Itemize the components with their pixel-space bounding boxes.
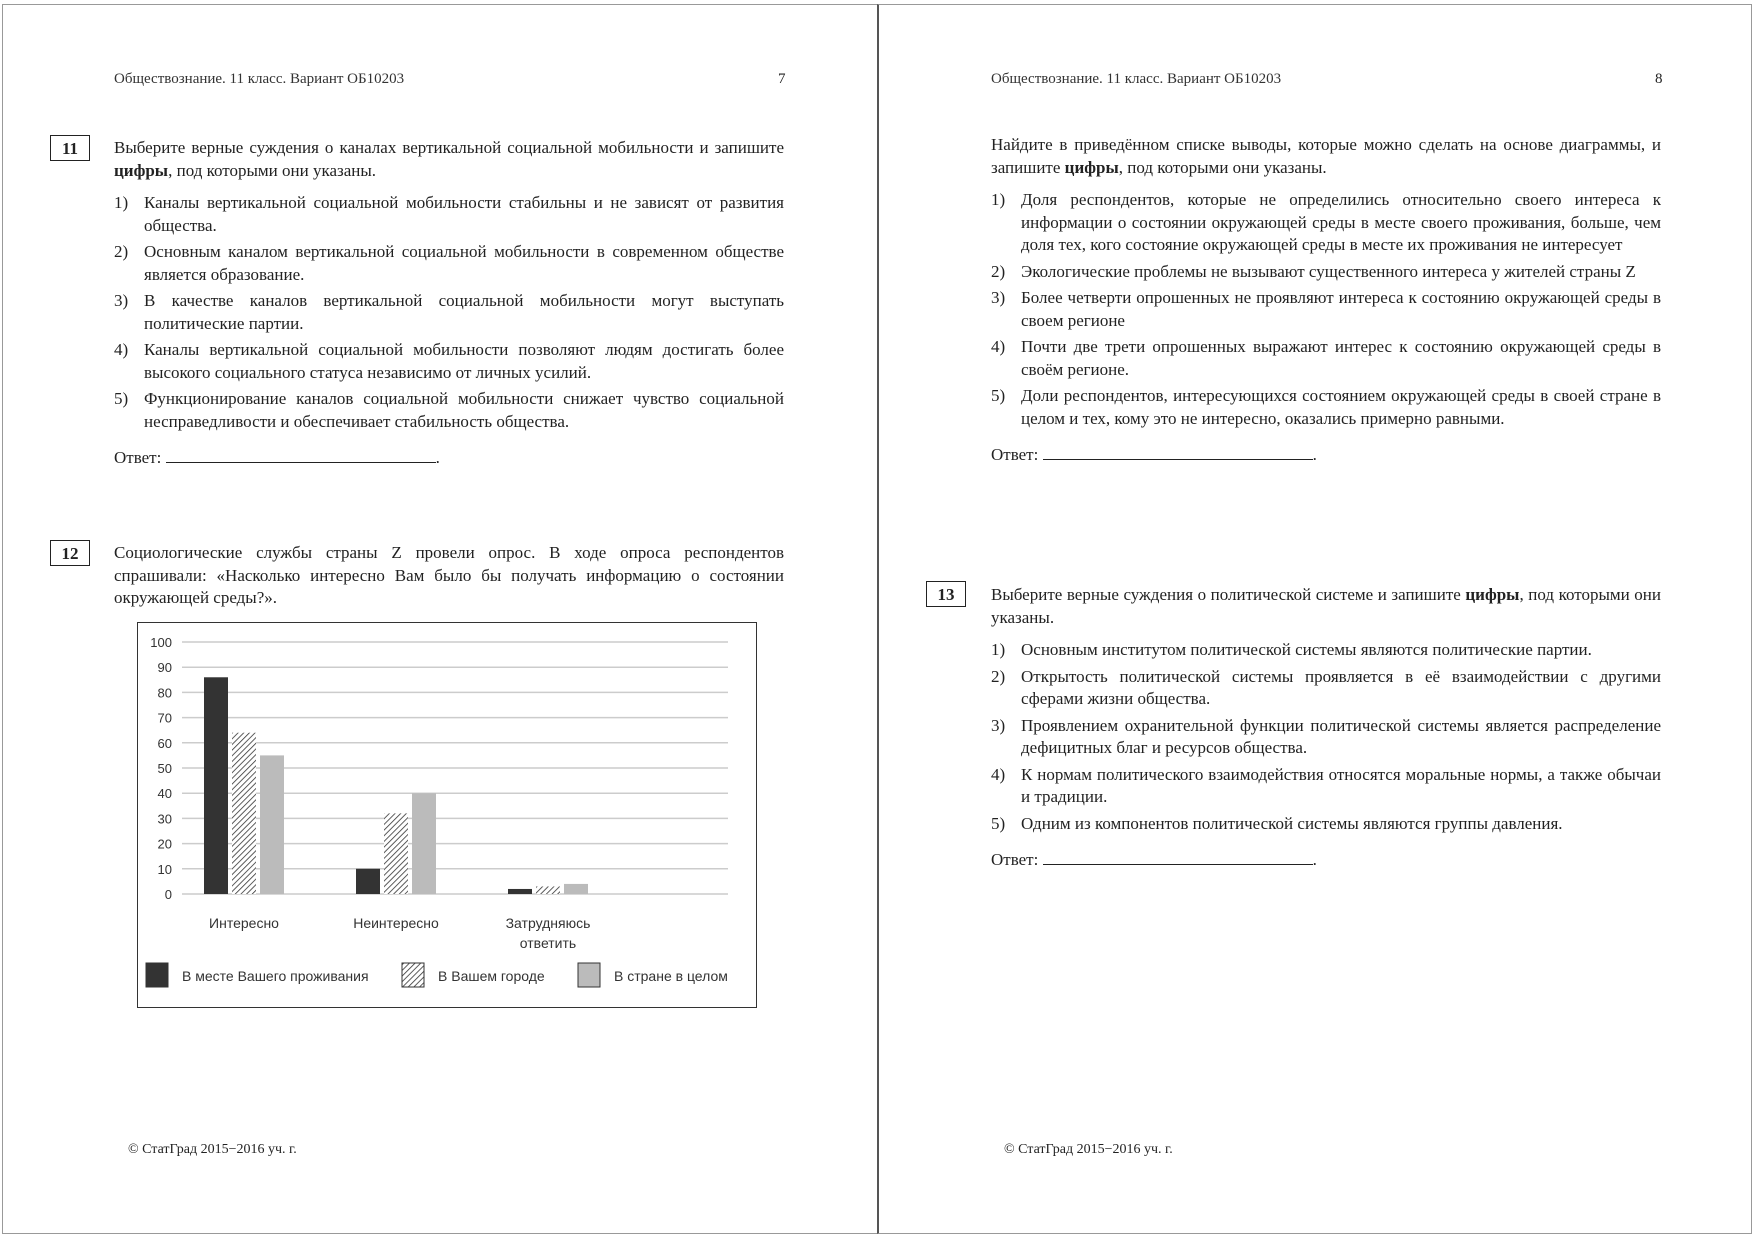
item-text: Основным каналом вертикальной социальной мобильности в современном обществе является образование. <box>144 242 784 284</box>
list-item <box>114 192 784 237</box>
prompt: Выберите верные суждения о политической системе и запишите <box>991 585 1466 604</box>
chart-svg <box>138 623 756 1007</box>
y-tick-label: 80 <box>157 685 172 701</box>
item-number: 5) <box>991 386 1006 405</box>
answer-line[interactable] <box>1043 445 1313 460</box>
list-item <box>991 715 1661 760</box>
item-text: Доля респондентов, которые не определились относительно своего интереса к информации о состоянии окружающей среды в месте своего проживания, больше, чем доля тех, кого состояние окружающей среды в месте их проживания не интересует <box>1021 190 1661 254</box>
prompt: Социологические службы страны Z провели опрос. В ходе опроса респондентов спрашивали: «Насколько интересно Вам было бы получать информацию о состоянии окружающей среды?». <box>114 543 784 607</box>
prompt-bold: цифры <box>1064 157 1119 177</box>
x-tick-label: Затрудняюсь <box>505 915 591 931</box>
item-number: 4) <box>991 337 1006 356</box>
question-12 <box>114 542 784 620</box>
prompt: , под которыми они указаны. <box>1118 157 1327 177</box>
prompt-bold: цифры <box>1465 585 1520 604</box>
list-item <box>991 336 1661 381</box>
prompt: Выберите верные суждения о каналах вертикальной социальной мобильности и запишите <box>114 138 784 157</box>
list-item <box>991 261 1661 284</box>
legend-swatch <box>402 963 424 987</box>
legend-label: В стране в целом <box>614 968 728 984</box>
list-item <box>114 241 784 286</box>
question-12-continued <box>991 134 1661 467</box>
list-item <box>114 388 784 433</box>
bar <box>536 886 560 894</box>
list-item <box>991 666 1661 711</box>
item-number: 4) <box>114 340 129 359</box>
bar <box>356 869 380 894</box>
item-text: Доли респондентов, интересующихся состоянием окружающей среды в своей стране в целом и тех, кому это не интересно, оказались примерно равными. <box>1021 386 1661 428</box>
item-number: 4) <box>991 764 1006 784</box>
options-list <box>114 192 784 433</box>
item-number: 3) <box>991 288 1006 307</box>
item-text: К нормам политического взаимодействия относятся моральные нормы, а также обычаи и традиции. <box>1021 764 1661 806</box>
page-7 <box>2 4 878 1234</box>
list-item <box>991 813 1661 836</box>
list-item <box>991 385 1661 430</box>
item-text: Экологические проблемы не вызывают существенного интереса у жителей страны Z <box>1021 261 1636 281</box>
answer-field[interactable]: Ответ: . <box>991 445 1317 464</box>
list-item <box>114 290 784 335</box>
bar <box>384 813 408 894</box>
legend-label: В месте Вашего проживания <box>182 968 369 984</box>
item-text: Основным институтом политической системы являются политические партии. <box>1021 640 1592 659</box>
question-11 <box>114 137 784 470</box>
item-text: В качестве каналов вертикальной социальной мобильности могут выступать политические партии. <box>144 291 784 333</box>
item-text: Почти две трети опрошенных выражают интерес к состоянию окружающей среды в своём регионе. <box>1021 337 1661 379</box>
bar <box>260 755 284 894</box>
running-header: Обществознание. 11 класс. Вариант ОБ10203 <box>114 71 405 87</box>
item-text: Функционирование каналов социальной мобильности снижает чувство социальной несправедливости и обеспечивает стабильность общества. <box>144 389 784 431</box>
y-tick-label: 90 <box>157 660 172 676</box>
item-text: Каналы вертикальной социальной мобильности стабильны и не зависят от развития общества. <box>144 193 784 235</box>
footer: © СтатГрад 2015−2016 уч. г. <box>1004 1142 1173 1157</box>
item-number: 5) <box>991 813 1006 833</box>
x-tick-label: Неинтересно <box>353 915 439 931</box>
prompt: , под которыми они указаны. <box>168 160 377 180</box>
bar <box>508 889 532 894</box>
list-item <box>114 339 784 384</box>
y-tick-label: 100 <box>150 635 172 650</box>
y-tick-label: 30 <box>157 811 172 827</box>
item-text: Каналы вертикальной социальной мобильности позволяют людям достигать более высокого социального статуса независимо от личных усилий. <box>144 340 784 382</box>
footer: © СтатГрад 2015−2016 уч. г. <box>128 1142 297 1157</box>
y-tick-label: 70 <box>157 710 172 726</box>
item-number: 2) <box>991 666 1006 686</box>
legend-swatch <box>146 963 168 987</box>
list-item <box>991 287 1661 332</box>
list-item <box>991 189 1661 257</box>
item-text: Более четверти опрошенных не проявляют интереса к состоянию окружающей среды в своем регионе <box>1021 288 1661 330</box>
item-number: 5) <box>114 389 129 408</box>
question-number: 12 <box>50 540 90 566</box>
prompt-bold: цифры <box>114 160 169 180</box>
y-tick-label: 60 <box>157 735 172 751</box>
page-number: 7 <box>778 71 786 87</box>
answer-line[interactable] <box>166 448 436 463</box>
bar-chart <box>137 622 757 1008</box>
bar <box>204 677 228 894</box>
answer-label: Ответ: <box>991 445 1039 464</box>
y-tick-label: 20 <box>157 836 172 852</box>
legend-swatch <box>578 963 600 987</box>
item-text: Открытость политической системы проявляется в её взаимодействии с другими сферами жизни общества. <box>1021 666 1661 708</box>
answer-label: Ответ: <box>114 448 162 467</box>
answer-field[interactable]: Ответ: . <box>991 850 1317 869</box>
question-13 <box>991 584 1661 872</box>
item-text: Одним из компонентов политической системы являются группы давления. <box>1021 813 1563 833</box>
bar <box>564 884 588 894</box>
y-tick-label: 40 <box>157 786 172 802</box>
answer-line[interactable] <box>1043 850 1313 865</box>
answer-field[interactable]: Ответ: . <box>114 448 440 467</box>
item-number: 2) <box>114 242 129 261</box>
item-number: 1) <box>991 640 1006 659</box>
y-tick-label: 50 <box>157 761 172 776</box>
item-number: 1) <box>114 193 129 212</box>
list-item <box>991 764 1661 809</box>
answer-label: Ответ: <box>991 850 1039 869</box>
item-number: 3) <box>114 291 129 310</box>
bar <box>232 733 256 894</box>
options-list <box>991 639 1661 835</box>
item-number: 1) <box>991 190 1006 209</box>
question-number: 11 <box>50 135 90 161</box>
legend-label: В Вашем городе <box>438 968 545 984</box>
x-tick-label: ответить <box>519 935 577 951</box>
bar <box>412 793 436 894</box>
x-tick-label: Интересно <box>209 915 279 931</box>
question-number: 13 <box>926 581 966 607</box>
page-8 <box>877 4 1752 1234</box>
list-item <box>991 639 1661 662</box>
item-number: 2) <box>991 261 1006 281</box>
item-number: 3) <box>991 715 1006 735</box>
y-tick-label: 0 <box>164 887 172 902</box>
page-number: 8 <box>1655 71 1663 87</box>
prompt: Найдите в приведённом списке выводы, которые можно сделать на основе диаграммы, и запишите <box>991 135 1661 177</box>
y-tick-label: 10 <box>157 861 172 877</box>
prompt: , под которыми они указаны. <box>991 585 1661 627</box>
running-header: Обществознание. 11 класс. Вариант ОБ10203 <box>991 71 1282 87</box>
options-list <box>991 189 1661 430</box>
item-text: Проявлением охранительной функции политической системы является распределение дефицитных благ и ресурсов общества. <box>1021 715 1661 757</box>
